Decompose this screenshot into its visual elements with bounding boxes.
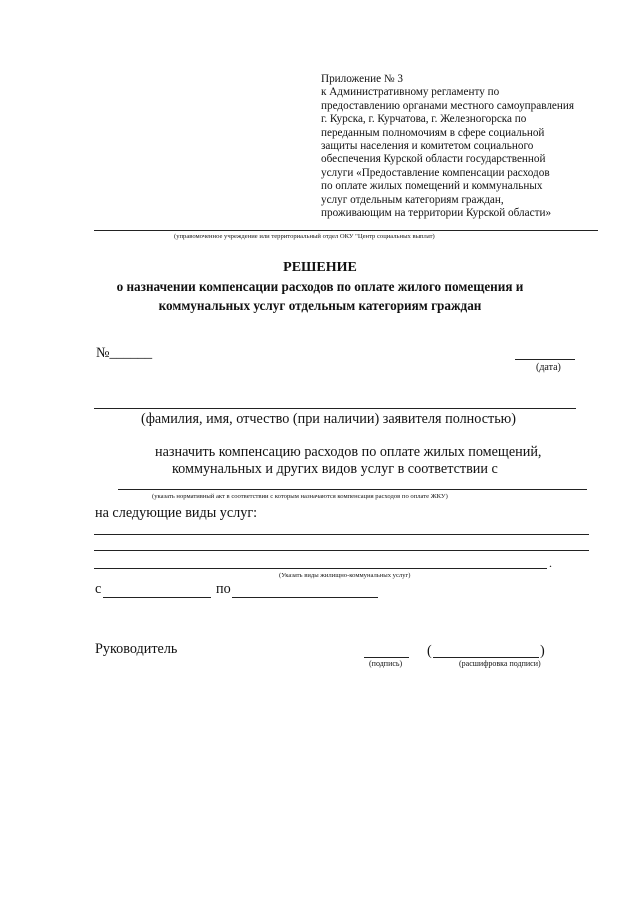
act-caption: (указать нормативный акт в соответствии с которым назначаются компенсация расходов по оплате ЖКУ) <box>152 493 448 500</box>
period-from-line[interactable] <box>103 597 211 598</box>
date-line[interactable] <box>515 359 575 360</box>
appendix-line: услуг отдельным категориям граждан, <box>321 193 504 206</box>
appendix-block <box>321 73 574 220</box>
period-from-label: с <box>95 581 102 597</box>
number-field[interactable]: №______ <box>96 345 153 361</box>
appendix-line: защиты населения и комитетом социального <box>321 140 534 153</box>
institution-caption: (управомоченное учреждение или территориальный отдел ОКУ "Центр социальных выплат) <box>174 233 435 240</box>
services-caption: (Указать виды жилищно-коммунальных услуг) <box>279 572 411 579</box>
decode-caption: (расшифровка подписи) <box>459 659 541 668</box>
decision-subtitle-line2: коммунальных услуг отдельным категориям граждан <box>158 298 482 313</box>
signature-caption: (подпись) <box>369 659 403 668</box>
appendix-line: Приложение № 3 <box>321 73 403 85</box>
date-caption: (дата) <box>536 362 561 373</box>
appendix-line: предоставлению органами местного самоуправления <box>321 99 575 112</box>
period-to-line[interactable] <box>232 597 378 598</box>
services-line-2[interactable] <box>94 550 589 551</box>
assign-line2: коммунальных и других видов услуг в соответствии с <box>172 461 498 477</box>
appendix-line: обеспечения Курской области государственной <box>321 153 546 166</box>
appendix-line: переданным полномочиям в сфере социальной <box>321 126 545 139</box>
applicant-caption: (фамилия, имя, отчество (при наличии) заявителя полностью) <box>141 411 517 427</box>
decision-subtitle-line1: о назначении компенсации расходов по оплате жилого помещения и <box>116 279 524 294</box>
institution-line <box>94 230 598 231</box>
decode-line[interactable] <box>433 657 539 658</box>
services-label: на следующие виды услуг: <box>95 505 258 521</box>
assign-line1: назначить компенсацию расходов по оплате жилых помещений, <box>155 444 542 460</box>
applicant-line[interactable] <box>94 408 576 409</box>
services-line-3[interactable] <box>94 568 547 569</box>
appendix-line: проживающим на территории Курской области» <box>321 207 552 220</box>
appendix-line: к Административному регламенту по <box>321 86 500 99</box>
signature-role: Руководитель <box>95 641 178 657</box>
period-to-label: по <box>216 581 231 597</box>
act-line[interactable] <box>118 489 587 490</box>
appendix-line: по оплате жилых помещений и коммунальных <box>321 180 543 193</box>
appendix-line: г. Курска, г. Курчатова, г. Железногорска по <box>321 113 527 126</box>
appendix-line: услуги «Предоставление компенсации расходов <box>321 166 550 179</box>
services-period-mark: . <box>549 556 552 570</box>
decode-close-paren: ) <box>540 643 545 659</box>
signature-line[interactable] <box>364 657 409 658</box>
decode-open-paren: ( <box>427 643 432 659</box>
decision-title: РЕШЕНИЕ <box>283 260 357 275</box>
services-line-1[interactable] <box>94 534 589 535</box>
